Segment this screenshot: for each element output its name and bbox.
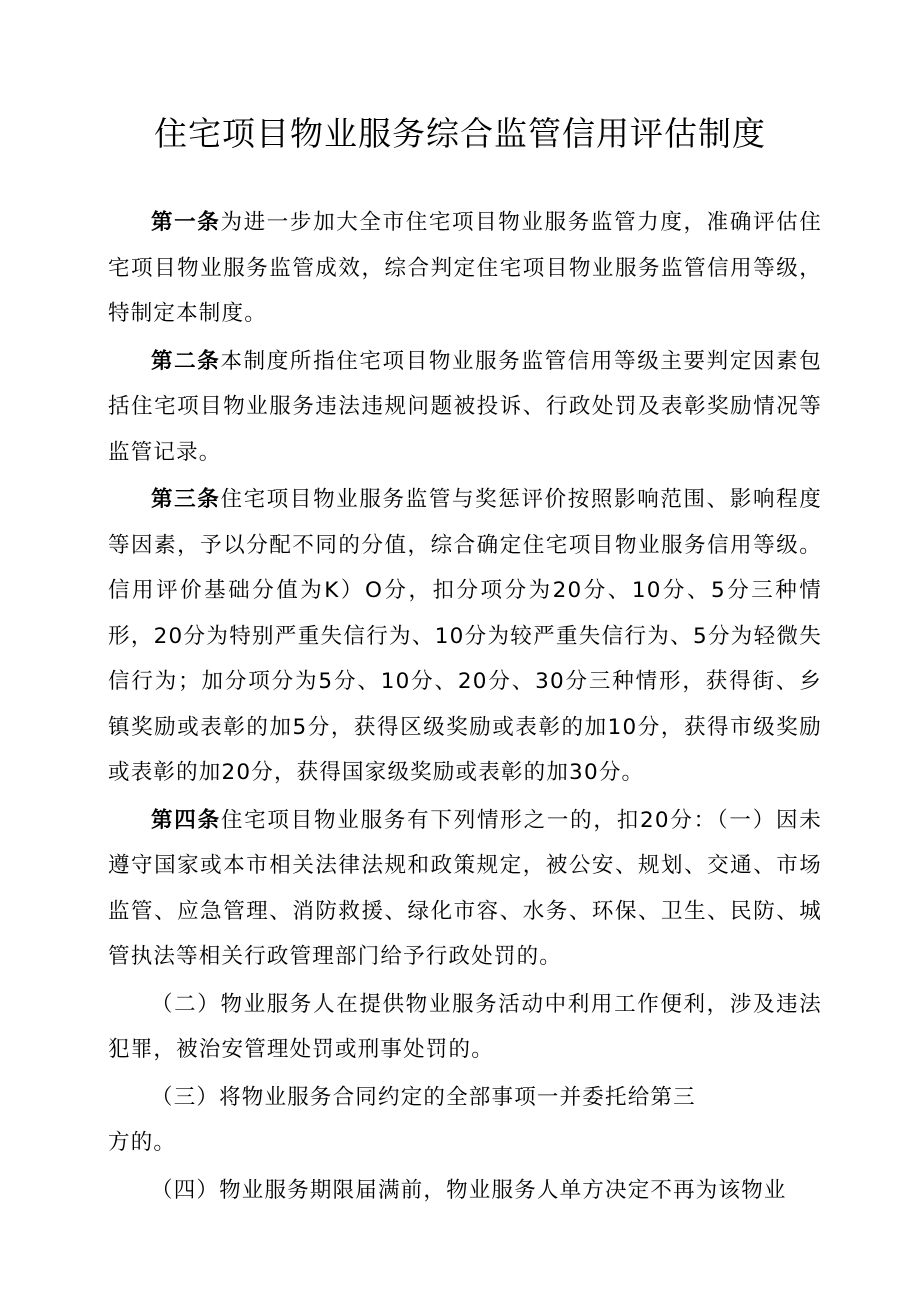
article-4 — [108, 798, 822, 980]
article-3-text: 住宅项目物业服务监管与奖惩评价按照影响范围、影响程度等因素，予以分配不同的分值，综合确定住宅项目物业服务信用等级。信用评价基础分值为K）O分，扣分项分为20分、10分、5分三种情形，20分为特别严重失信行为、10分为较严重失信行为、5分为轻微失信行为；加分项分为5分、10分、20分、30分三种情形，获得街、乡镇奖励或表彰的加5分，获得区级奖励或表彰的加10分，获得市级奖励或表彰的加20分，获得国家级奖励或表彰的加30分。 — [108, 487, 822, 785]
item-3: （三）将物业服务合同约定的全部事项一并委托给第三 — [151, 1084, 696, 1110]
article-4-lead: 第四条 — [151, 807, 221, 833]
article-2 — [108, 339, 822, 476]
document-body — [108, 200, 822, 1213]
article-4-text: 住宅项目物业服务有下列情形之一的，扣20分：（一）因未遵守国家或本市相关法律法规和政策规定，被公安、规划、交通、市场监管、应急管理、消防救援、绿化市容、水务、环保、卫生、民防、城管执法等相关行政管理部门给予行政处罚的。 — [108, 807, 822, 969]
article-2-text: 本制度所指住宅项目物业服务监管信用等级主要判定因素包括住宅项目物业服务违法违规问题被投诉、行政处罚及表彰奖励情况等监管记录。 — [108, 348, 822, 465]
article-2-lead: 第二条 — [151, 348, 221, 374]
article-1-text: 为进一步加大全市住宅项目物业服务监管力度，准确评估住宅项目物业服务监管成效，综合判定住宅项目物业服务监管信用等级，特制定本制度。 — [108, 210, 822, 326]
document-title: 住宅项目物业服务综合监管信用评估制度 — [154, 114, 766, 153]
item-4: （四）物业服务期限届满前，物业服务人单方决定不再为该物业 — [151, 1177, 787, 1203]
article-3-lead: 第三条 — [151, 487, 221, 512]
article-3 — [108, 477, 822, 796]
item-2: （二）物业服务人在提供物业服务活动中利用工作便利，涉及违法犯罪，被治安管理处罚或刑事处罚的。 — [108, 991, 822, 1062]
item-3-continuation: 方的。 — [108, 1130, 177, 1155]
article-1 — [108, 200, 822, 337]
article-1-lead: 第一条 — [151, 210, 221, 235]
